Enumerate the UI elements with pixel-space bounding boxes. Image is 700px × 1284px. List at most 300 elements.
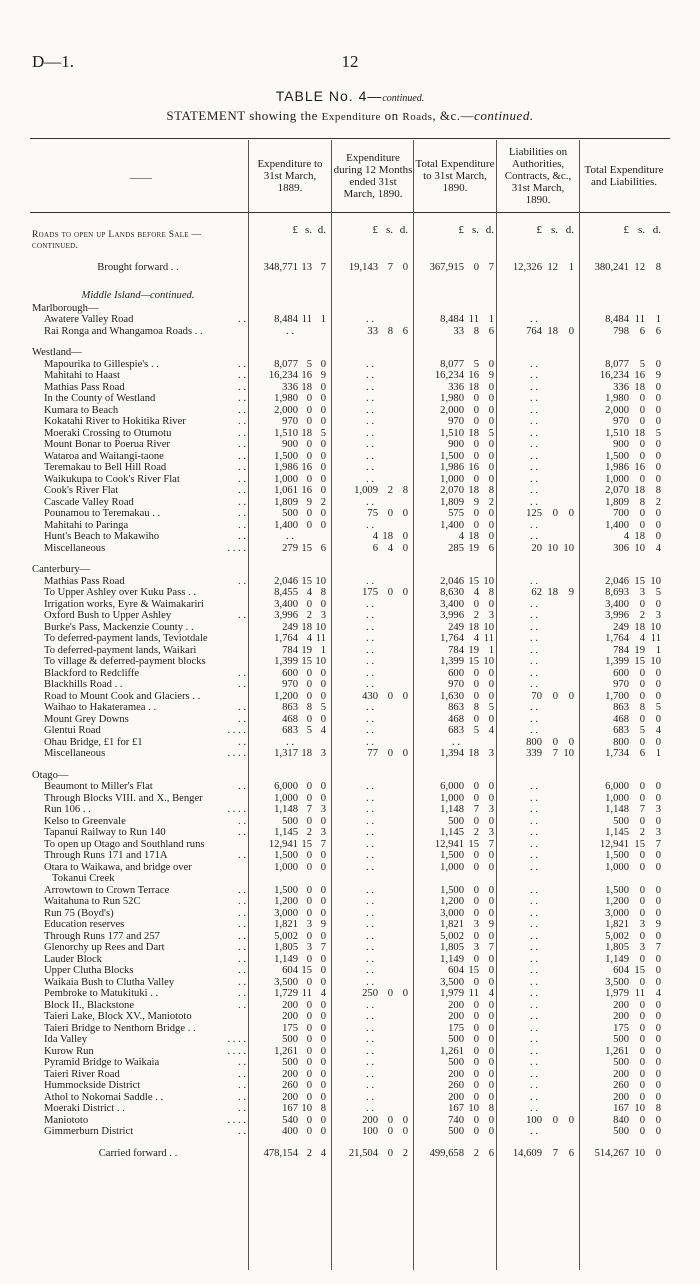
row-label: Upper Clutha Blocks — [44, 965, 134, 976]
shillings: 0 — [306, 861, 312, 873]
table-row — [0, 793, 700, 805]
row-label: To deferred-payment lands, Waikari — [44, 644, 197, 656]
pounds: 1,764 — [274, 633, 298, 644]
shillings: 8 — [306, 702, 312, 713]
pounds: 175 — [362, 587, 378, 598]
amount-cell — [583, 737, 661, 749]
amount-cell — [334, 896, 374, 908]
pence: 10 — [650, 621, 661, 633]
amount-cell — [500, 1046, 538, 1058]
shillings: 0 — [306, 850, 312, 861]
pence: 0 — [320, 450, 326, 462]
pounds: 1,009 — [354, 485, 378, 496]
shillings: 0 — [473, 1022, 479, 1034]
amount-cell — [334, 1148, 408, 1160]
leader-dots: . . — [238, 462, 246, 473]
pounds: 125 — [526, 508, 542, 519]
pence: 0 — [655, 598, 661, 610]
amount-cell — [583, 850, 661, 862]
shillings: 0 — [473, 781, 479, 792]
shillings: 15 — [301, 542, 312, 554]
amount-cell — [500, 1126, 538, 1138]
amount-cell — [334, 543, 408, 555]
amount-cell — [583, 633, 661, 645]
leader-dots: . . — [238, 999, 246, 1011]
shillings: 0 — [306, 1126, 312, 1137]
amount-cell — [252, 314, 326, 326]
amount-cell — [500, 543, 574, 555]
amount-cell — [583, 1115, 661, 1127]
pence: 0 — [320, 1057, 326, 1068]
table-row — [0, 416, 700, 428]
amount-cell — [500, 679, 538, 691]
amount-cell — [583, 326, 661, 338]
shillings: 0 — [306, 473, 312, 485]
leader-dots: . . — [238, 519, 246, 531]
table-row — [0, 1034, 700, 1046]
row-label: To Upper Ashley over Kuku Pass . . — [44, 587, 196, 598]
pounds: 1,500 — [605, 450, 629, 462]
pounds: 1,986 — [274, 462, 298, 473]
amount-cell — [500, 610, 538, 622]
pounds: 200 — [613, 1011, 629, 1022]
table-row — [0, 599, 700, 611]
amount-cell — [334, 931, 374, 943]
table-row — [0, 645, 700, 657]
amount-cell — [416, 1069, 494, 1081]
pence: 0 — [655, 792, 661, 804]
pence: 0 — [320, 462, 326, 473]
table-row — [0, 1000, 700, 1012]
pounds: 863 — [448, 702, 464, 713]
amount-cell — [500, 428, 538, 440]
shillings: 0 — [306, 1091, 312, 1103]
amount-cell — [334, 1115, 408, 1127]
amount-cell — [500, 862, 538, 874]
unit-s: s. — [550, 224, 558, 236]
shillings: 4 — [473, 587, 479, 598]
pence: 0 — [402, 748, 408, 759]
pence: 5 — [320, 702, 326, 713]
amount-cell — [334, 576, 374, 588]
table-row — [0, 1069, 700, 1081]
shillings: 18 — [301, 621, 312, 633]
amount-cell — [416, 679, 494, 691]
pence: 0 — [568, 1114, 574, 1126]
shillings: 15 — [468, 656, 479, 667]
pence: 2 — [402, 1147, 408, 1159]
shillings: 2 — [473, 610, 479, 621]
leader-dots: . . — [238, 953, 246, 965]
row-label: Glenorchy up Rees and Dart — [44, 942, 165, 953]
pounds: 1,400 — [440, 519, 464, 531]
shillings: 0 — [306, 1022, 312, 1034]
table-row — [0, 1057, 700, 1069]
pounds: 33 — [453, 325, 464, 337]
table-row — [0, 262, 700, 274]
shillings: 7 — [387, 262, 393, 273]
table-row — [0, 587, 700, 599]
column-header: Total Expenditure to 31st March, 1890. — [415, 158, 495, 194]
table-row — [0, 1092, 700, 1104]
pounds: 100 — [362, 1126, 378, 1137]
row-label: Kurow Run — [44, 1045, 94, 1057]
amount-cell — [334, 405, 374, 417]
pounds: 250 — [362, 988, 378, 999]
amount-cell — [334, 885, 374, 897]
amount-cell — [583, 1126, 661, 1138]
shillings: 15 — [634, 965, 645, 976]
amount-cell — [500, 474, 538, 486]
shillings: 0 — [639, 1034, 645, 1045]
amount-cell — [500, 1103, 538, 1115]
amount-cell — [500, 931, 538, 943]
amount-cell — [500, 370, 538, 382]
pence: 5 — [655, 587, 661, 598]
shillings: 0 — [473, 1045, 479, 1057]
pence: 0 — [320, 1114, 326, 1126]
amount-cell — [583, 1092, 661, 1104]
shillings: 16 — [301, 462, 312, 473]
nil-marker: . . — [366, 427, 374, 439]
pence: 1 — [488, 314, 494, 325]
table-row — [0, 668, 700, 680]
amount-cell — [500, 599, 538, 611]
shillings: 7 — [639, 804, 645, 815]
pounds: 1,145 — [274, 827, 298, 838]
pounds: 175 — [613, 1022, 629, 1034]
amount-cell — [252, 656, 326, 668]
row-label: Ohau Bridge, £1 for £1 — [44, 736, 143, 748]
pounds: 200 — [282, 1068, 298, 1080]
pounds: 249 — [282, 621, 298, 633]
row-label: Mount Grey Downs — [44, 713, 129, 725]
pence: 10 — [483, 656, 494, 667]
amount-cell — [252, 942, 326, 954]
leader-dots: . . — [238, 850, 246, 861]
shillings: 7 — [552, 748, 558, 759]
pence: 0 — [655, 358, 661, 370]
shillings: 11 — [468, 988, 479, 999]
pounds: 12,326 — [512, 262, 542, 273]
amount-cell — [500, 816, 538, 828]
pounds: 1,821 — [274, 919, 298, 930]
unit-p: £ — [458, 224, 464, 236]
amount-cell — [252, 965, 326, 977]
table-row — [0, 1011, 700, 1023]
pence: 0 — [320, 965, 326, 976]
pence: 0 — [320, 1068, 326, 1080]
shillings: 9 — [473, 496, 479, 508]
pence: 10 — [315, 656, 326, 667]
nil-marker: . . — [530, 575, 538, 587]
nil-marker: . . — [530, 953, 538, 965]
pounds: 1,400 — [605, 519, 629, 531]
shillings: 0 — [639, 598, 645, 610]
pence: 0 — [655, 907, 661, 919]
shillings: 0 — [639, 690, 645, 702]
pounds: 1,986 — [440, 462, 464, 473]
shillings: 0 — [306, 1114, 312, 1126]
pounds: 200 — [282, 1091, 298, 1103]
amount-cell — [416, 737, 460, 749]
pounds: 200 — [362, 1114, 378, 1126]
amount-cell — [334, 965, 374, 977]
pence: 0 — [320, 884, 326, 896]
row-label: Canterbury— — [32, 564, 91, 575]
pounds: 200 — [448, 1011, 464, 1022]
shillings: 0 — [639, 1057, 645, 1068]
pence: 9 — [488, 919, 494, 930]
pounds: 540 — [282, 1114, 298, 1126]
pounds: 5,002 — [440, 930, 464, 942]
shillings: 0 — [639, 907, 645, 919]
amount-cell — [583, 416, 661, 428]
amount-cell — [583, 531, 661, 543]
pounds: 2,070 — [605, 485, 629, 496]
shillings: 3 — [639, 919, 645, 930]
nil-marker: . . — [530, 1126, 538, 1137]
nil-marker: . . — [530, 999, 538, 1011]
pounds: 600 — [282, 667, 298, 679]
pence: 0 — [488, 462, 494, 473]
pence: 1 — [488, 644, 494, 656]
shillings: 3 — [306, 919, 312, 930]
row-label: Mahitahi to Haast — [44, 370, 120, 381]
amount-cell — [500, 804, 538, 816]
table-row — [0, 691, 700, 703]
pounds: 1,500 — [605, 884, 629, 896]
pence: 8 — [655, 1103, 661, 1114]
pounds: 1,145 — [440, 827, 464, 838]
row-label: Miscellaneous — [44, 748, 106, 759]
row-label: Otago— — [32, 769, 69, 781]
pounds: 336 — [448, 381, 464, 393]
leader-dots: . . — [238, 1057, 246, 1068]
pounds: 604 — [448, 965, 464, 976]
row-label: Burke's Pass, Mackenzie County . . — [44, 621, 194, 633]
leader-dots: . . — [238, 393, 246, 404]
pounds: 500 — [282, 508, 298, 519]
amount-cell — [500, 702, 538, 714]
leader-dots: . . . . — [227, 1034, 246, 1045]
pounds: 6,000 — [274, 781, 298, 792]
shillings: 0 — [639, 792, 645, 804]
pence: 0 — [568, 508, 574, 519]
pounds: 1,061 — [274, 485, 298, 496]
nil-marker: . . — [530, 1034, 538, 1045]
shillings: 0 — [473, 1057, 479, 1068]
pounds: 970 — [282, 416, 298, 427]
amount-cell — [583, 965, 661, 977]
amount-cell — [583, 954, 661, 966]
pence: 3 — [655, 827, 661, 838]
nil-marker: . . — [452, 736, 460, 748]
shillings: 0 — [473, 519, 479, 531]
pence: 6 — [320, 542, 326, 554]
amount-cell — [252, 326, 294, 338]
leader-dots: . . — [238, 314, 246, 325]
pounds: 800 — [613, 736, 629, 748]
pounds: 336 — [613, 381, 629, 393]
amount-cell — [500, 1148, 574, 1160]
pence: 9 — [655, 919, 661, 930]
pounds: 468 — [613, 713, 629, 725]
row-label: Oxford Bush to Upper Ashley — [44, 610, 172, 621]
amount-cell — [500, 485, 538, 497]
amount-cell — [416, 748, 494, 760]
amount-cell — [252, 405, 326, 417]
amount-cell — [252, 816, 326, 828]
amount-cell — [334, 656, 374, 668]
amount-cell — [583, 622, 661, 634]
amount-cell — [416, 931, 494, 943]
amount-cell — [583, 359, 661, 371]
amount-cell — [500, 988, 538, 1000]
amount-cell — [500, 587, 574, 599]
pounds: 600 — [448, 667, 464, 679]
shillings: 0 — [473, 884, 479, 896]
table-row — [0, 1115, 700, 1127]
shillings: 0 — [639, 815, 645, 827]
pence: 0 — [655, 976, 661, 988]
pence: 1 — [655, 748, 661, 759]
shillings: 0 — [473, 1126, 479, 1137]
row-label: Mathias Pass Road — [44, 575, 125, 587]
nil-marker: . . — [530, 1011, 538, 1022]
pounds: 167 — [448, 1103, 464, 1114]
pounds: 1,734 — [605, 748, 629, 759]
pounds: 306 — [613, 542, 629, 554]
pounds: 3,400 — [274, 598, 298, 610]
shillings: 0 — [306, 1080, 312, 1091]
pence: 0 — [488, 792, 494, 804]
currency-units — [252, 224, 326, 236]
amount-cell — [416, 668, 494, 680]
pence: 0 — [655, 462, 661, 473]
row-label: Blackhills Road . . — [44, 679, 123, 690]
amount-cell — [583, 462, 661, 474]
amount-cell — [583, 816, 661, 828]
shillings: 0 — [306, 907, 312, 919]
amount-cell — [583, 370, 661, 382]
amount-cell — [252, 1057, 326, 1069]
nil-marker: . . — [530, 314, 538, 325]
amount-cell — [416, 1148, 494, 1160]
shillings: 15 — [634, 656, 645, 667]
pence: 0 — [320, 508, 326, 519]
amount-cell — [252, 931, 326, 943]
shillings: 19 — [468, 644, 479, 656]
amount-cell — [416, 326, 494, 338]
amount-cell — [583, 576, 661, 588]
amount-cell — [416, 462, 494, 474]
pence: 5 — [320, 427, 326, 439]
pence: 3 — [320, 610, 326, 621]
row-label: Pounamou to Teremakau . . — [44, 508, 161, 519]
currency-units — [416, 224, 494, 236]
amount-cell — [583, 919, 661, 931]
nil-marker: . . — [530, 1103, 538, 1114]
shillings: 18 — [634, 531, 645, 542]
amount-cell — [583, 393, 661, 405]
nil-marker: . . — [530, 838, 538, 850]
pounds: 430 — [362, 690, 378, 702]
leader-dots: . . — [238, 679, 246, 690]
nil-marker: . . — [366, 621, 374, 633]
shillings: 10 — [547, 542, 558, 554]
amount-cell — [416, 1126, 494, 1138]
pence: 4 — [488, 988, 494, 999]
row-label: Hummockside District — [44, 1080, 141, 1091]
table-row — [0, 1080, 700, 1092]
nil-marker: . . — [366, 804, 374, 815]
pence: 0 — [655, 1126, 661, 1137]
amount-cell — [334, 781, 374, 793]
shillings: 8 — [473, 702, 479, 713]
nil-marker: . . — [530, 679, 538, 690]
nil-marker: . . — [366, 450, 374, 462]
shillings: 0 — [306, 781, 312, 792]
amount-cell — [252, 896, 326, 908]
pence: 0 — [488, 1068, 494, 1080]
pounds: 500 — [613, 815, 629, 827]
amount-cell — [500, 668, 538, 680]
amount-cell — [334, 1126, 408, 1138]
nil-marker: . . — [366, 896, 374, 907]
row-label: To open up Otago and Southland runs — [44, 838, 205, 850]
shillings: 0 — [552, 508, 558, 519]
table-row — [0, 1126, 700, 1138]
pence: 1 — [320, 644, 326, 656]
amount-cell — [500, 714, 538, 726]
pounds: 500 — [448, 1126, 464, 1137]
shillings: 16 — [468, 370, 479, 381]
pounds: 8,630 — [440, 587, 464, 598]
leader-dots: . . — [238, 930, 246, 942]
row-label: Glentui Road — [44, 725, 101, 736]
pence: 6 — [488, 325, 494, 337]
pence: 9 — [568, 587, 574, 598]
amount-cell — [500, 919, 538, 931]
shillings: 16 — [301, 370, 312, 381]
nil-marker: . . — [530, 531, 538, 542]
table-row — [0, 862, 700, 874]
pence: 0 — [320, 1126, 326, 1137]
shillings: 15 — [468, 838, 479, 850]
pence: 0 — [655, 416, 661, 427]
pence: 0 — [320, 358, 326, 370]
shillings: 11 — [634, 988, 645, 999]
pence: 7 — [655, 838, 661, 850]
nil-marker: . . — [530, 713, 538, 725]
amount-cell — [500, 1034, 538, 1046]
leader-dots: . . — [238, 575, 246, 587]
pence: 0 — [655, 519, 661, 531]
pounds: 6 — [372, 542, 378, 554]
nil-marker: . . — [366, 815, 374, 827]
row-label: Moeraki District . . — [44, 1103, 125, 1114]
pence: 0 — [655, 667, 661, 679]
amount-cell — [500, 1057, 538, 1069]
table-row — [0, 748, 700, 760]
shillings: 15 — [301, 838, 312, 850]
amount-cell — [252, 919, 326, 931]
nil-marker: . . — [366, 725, 374, 736]
shillings: 0 — [306, 439, 312, 450]
pence: 7 — [320, 262, 326, 273]
leader-dots: . . — [238, 404, 246, 416]
